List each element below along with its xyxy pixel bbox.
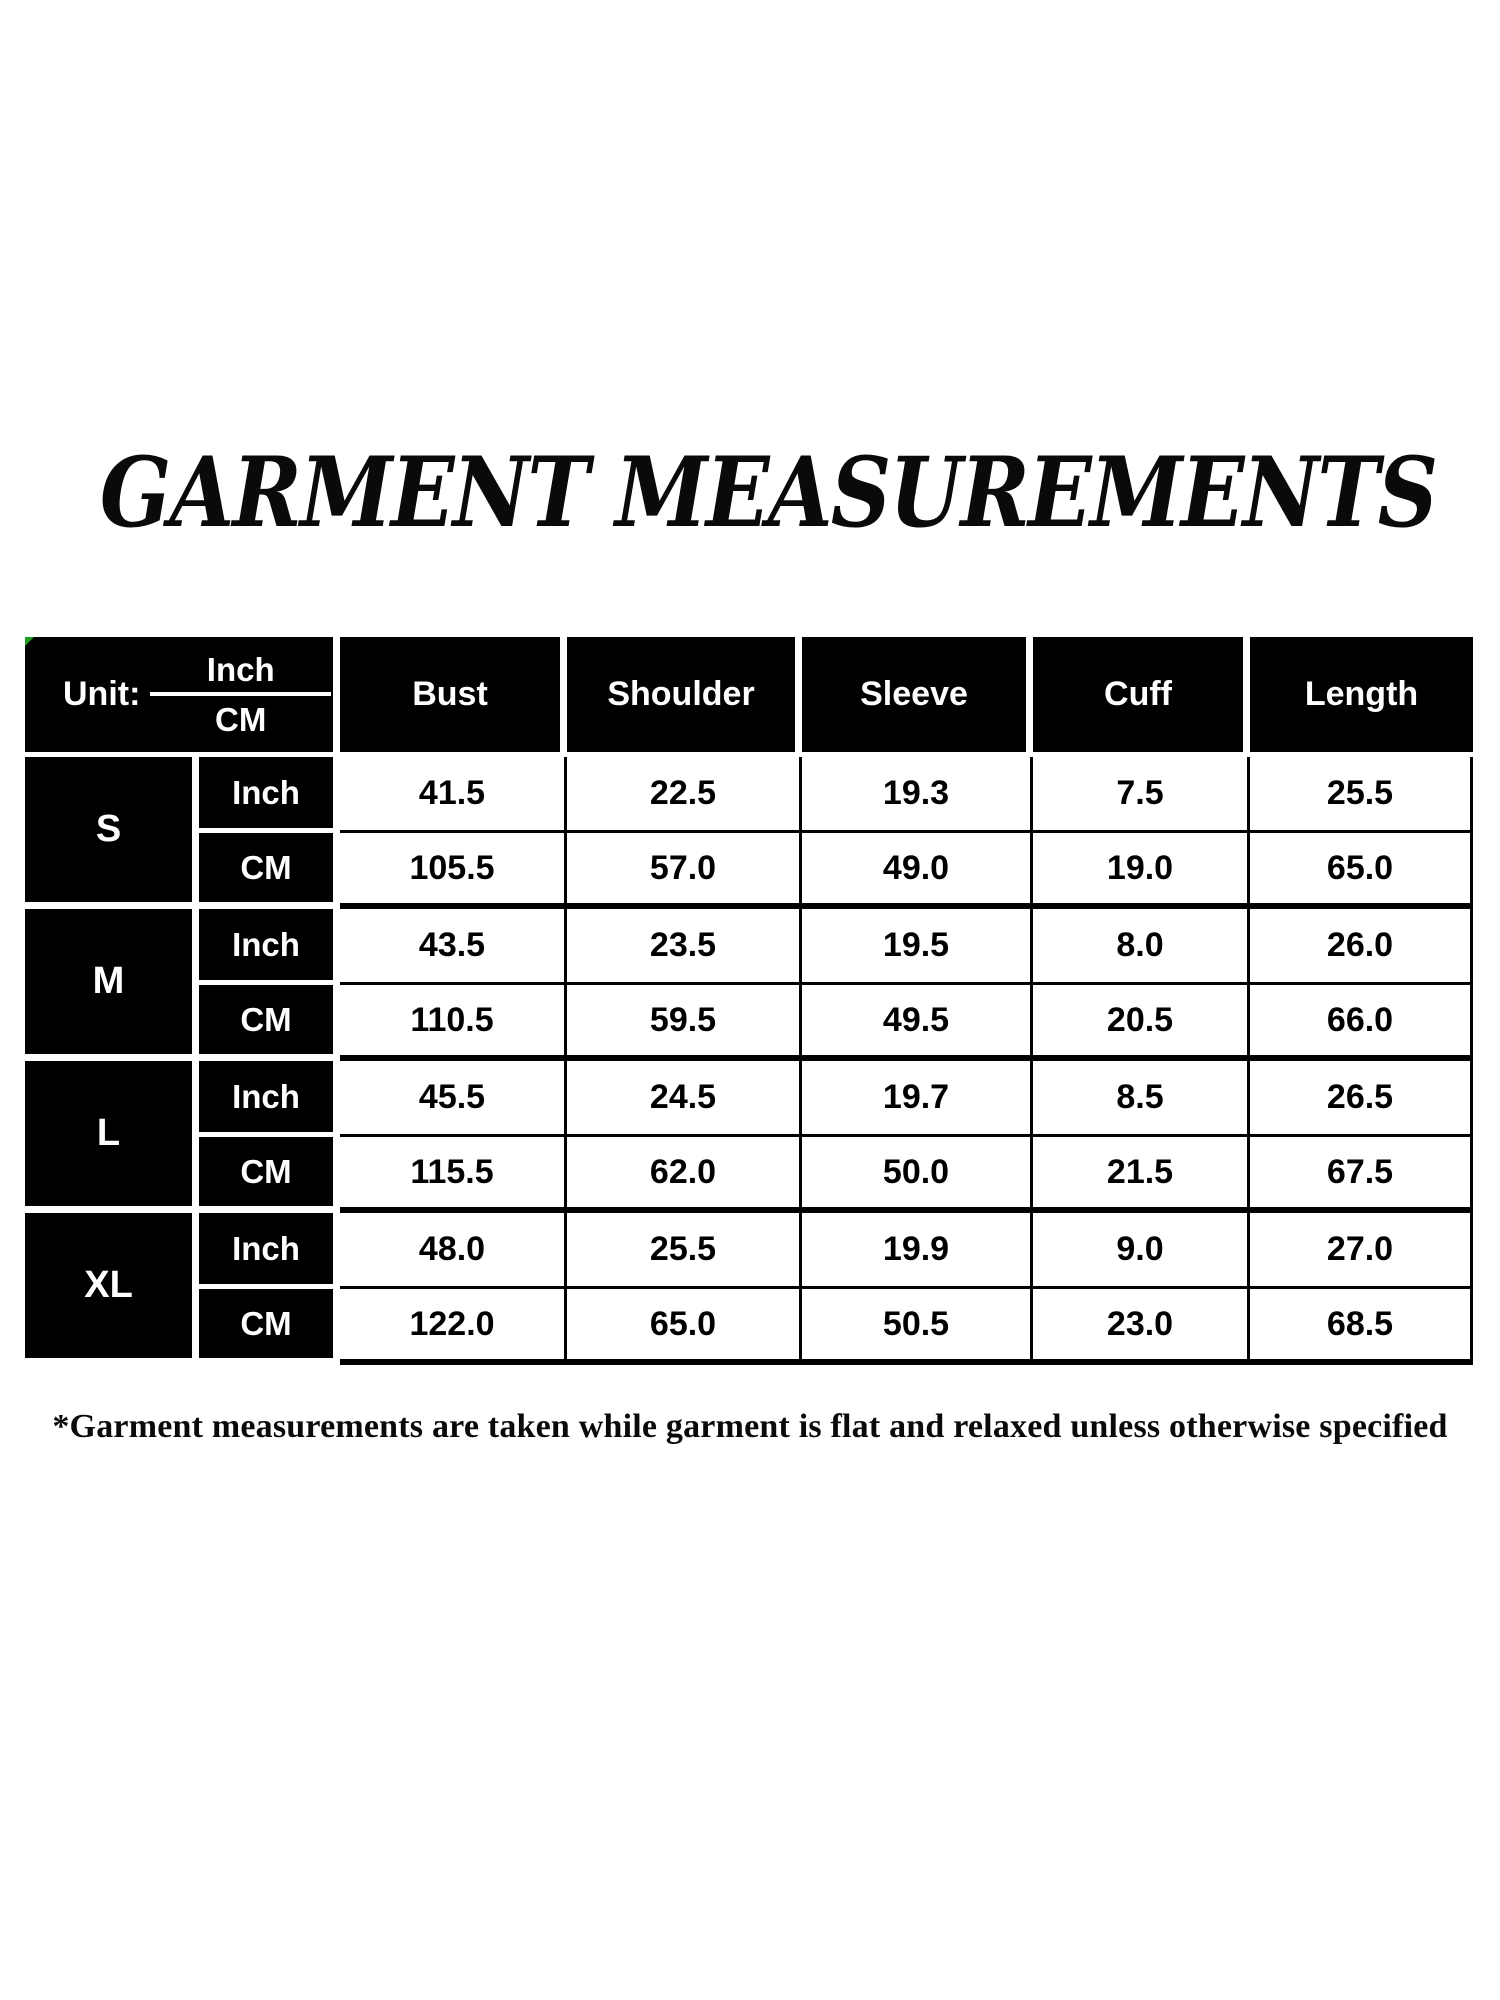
measurement-disclaimer: *Garment measurements are taken while garment is flat and relaxed unless otherwise specified xyxy=(52,1408,1448,1445)
measurement-cell: 65.0 xyxy=(567,1289,802,1365)
size-chart-table xyxy=(25,637,1473,1365)
table-row xyxy=(25,1061,1473,1137)
size-label-s: S xyxy=(25,757,199,909)
measurement-cell: 57.0 xyxy=(567,833,802,909)
measurement-cell: 50.0 xyxy=(802,1137,1033,1213)
row-unit-label: CM xyxy=(199,1137,340,1213)
table-row xyxy=(25,1137,1473,1213)
measurement-cell: 65.0 xyxy=(1250,833,1473,909)
size-label-m: M xyxy=(25,909,199,1061)
measurement-cell: 27.0 xyxy=(1250,1213,1473,1289)
measurement-cell: 19.0 xyxy=(1033,833,1250,909)
measurement-cell: 49.0 xyxy=(802,833,1033,909)
measurement-cell: 25.5 xyxy=(567,1213,802,1289)
row-unit-label: CM xyxy=(199,985,340,1061)
table-header-row xyxy=(25,637,1473,757)
row-unit-label: Inch xyxy=(199,909,340,985)
row-unit-label: CM xyxy=(199,1289,340,1365)
measurement-cell: 19.5 xyxy=(802,909,1033,985)
measurement-cell: 49.5 xyxy=(802,985,1033,1061)
measurement-cell: 122.0 xyxy=(340,1289,567,1365)
measurement-cell: 8.5 xyxy=(1033,1061,1250,1137)
measurement-cell: 8.0 xyxy=(1033,909,1250,985)
column-header-shoulder: Shoulder xyxy=(567,637,802,757)
table-row xyxy=(25,985,1473,1061)
measurement-cell: 115.5 xyxy=(340,1137,567,1213)
measurement-cell: 50.5 xyxy=(802,1289,1033,1365)
measurement-cell: 26.5 xyxy=(1250,1061,1473,1137)
measurement-cell: 25.5 xyxy=(1250,757,1473,833)
row-unit-label: Inch xyxy=(199,757,340,833)
column-header-cuff: Cuff xyxy=(1033,637,1250,757)
measurement-cell: 45.5 xyxy=(340,1061,567,1137)
measurement-cell: 23.5 xyxy=(567,909,802,985)
row-unit-label: Inch xyxy=(199,1213,340,1289)
measurement-cell: 105.5 xyxy=(340,833,567,909)
measurement-cell: 59.5 xyxy=(567,985,802,1061)
unit-cm-label: CM xyxy=(215,701,267,738)
table-row xyxy=(25,757,1473,833)
unit-header-cell xyxy=(25,637,340,757)
measurement-cell: 62.0 xyxy=(567,1137,802,1213)
measurement-cell: 19.7 xyxy=(802,1061,1033,1137)
unit-inch-label: Inch xyxy=(150,649,331,696)
measurement-cell: 66.0 xyxy=(1250,985,1473,1061)
unit-fraction-stack xyxy=(150,649,331,741)
page-title xyxy=(0,436,1500,549)
measurement-cell: 68.5 xyxy=(1250,1289,1473,1365)
measurement-cell: 67.5 xyxy=(1250,1137,1473,1213)
page-title-text: GARMENT MEASUREMENTS xyxy=(99,436,1437,549)
measurement-cell: 19.9 xyxy=(802,1213,1033,1289)
measurement-cell: 43.5 xyxy=(340,909,567,985)
table-row xyxy=(25,909,1473,985)
size-label-xl: XL xyxy=(25,1213,199,1365)
column-header-bust: Bust xyxy=(340,637,567,757)
unit-fraction xyxy=(25,637,333,752)
row-unit-label: Inch xyxy=(199,1061,340,1137)
measurement-cell: 24.5 xyxy=(567,1061,802,1137)
table-row xyxy=(25,1289,1473,1365)
unit-label: Unit: xyxy=(63,675,141,713)
measurement-cell: 19.3 xyxy=(802,757,1033,833)
measurement-cell: 26.0 xyxy=(1250,909,1473,985)
measurement-cell: 41.5 xyxy=(340,757,567,833)
table-row xyxy=(25,1213,1473,1289)
row-unit-label: CM xyxy=(199,833,340,909)
garment-measurements-table xyxy=(25,637,1473,1365)
green-corner-mark xyxy=(25,637,34,646)
measurement-cell: 9.0 xyxy=(1033,1213,1250,1289)
measurement-cell: 22.5 xyxy=(567,757,802,833)
measurement-cell: 7.5 xyxy=(1033,757,1250,833)
measurement-cell: 110.5 xyxy=(340,985,567,1061)
column-header-length: Length xyxy=(1250,637,1473,757)
measurement-cell: 21.5 xyxy=(1033,1137,1250,1213)
table-row xyxy=(25,833,1473,909)
size-label-l: L xyxy=(25,1061,199,1213)
measurement-cell: 20.5 xyxy=(1033,985,1250,1061)
column-header-sleeve: Sleeve xyxy=(802,637,1033,757)
measurement-cell: 48.0 xyxy=(340,1213,567,1289)
measurement-cell: 23.0 xyxy=(1033,1289,1250,1365)
